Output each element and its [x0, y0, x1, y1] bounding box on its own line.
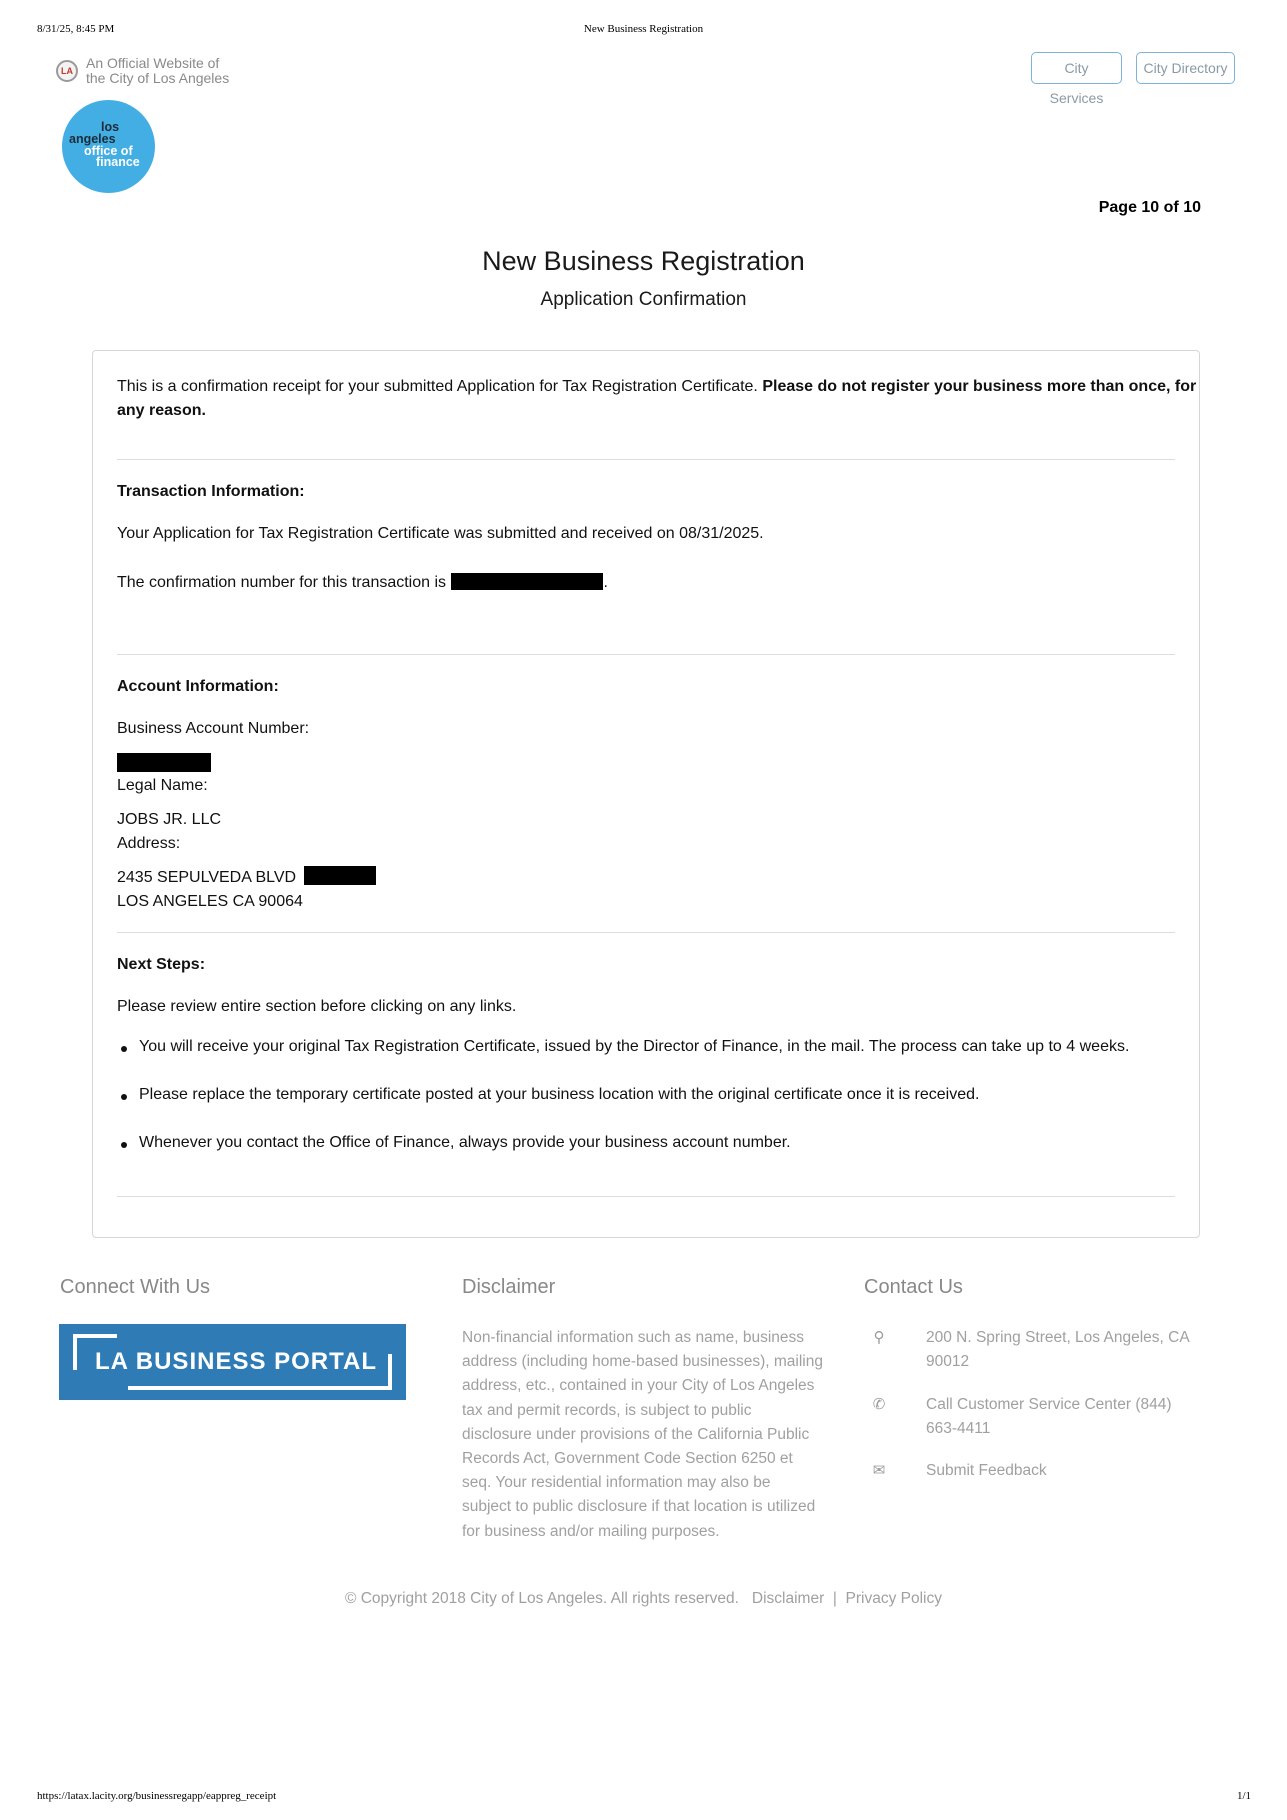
disclaimer-link[interactable]: Disclaimer [751, 1590, 825, 1607]
disclaimer-line: subject to public disclosure if that location is utilized [462, 1498, 816, 1516]
intro-warning-continued: any reason. [117, 402, 206, 419]
address-line-2: LOS ANGELES CA 90064 [117, 893, 303, 910]
office-of-finance-logo[interactable] [62, 100, 155, 193]
city-directory-button[interactable]: City Directory [1136, 52, 1235, 84]
divider [117, 459, 1175, 460]
disclaimer-line: for business and/or mailing purposes. [462, 1522, 720, 1540]
account-number-redacted [117, 753, 211, 772]
connect-heading: Connect With Us [60, 1276, 211, 1298]
copyright-bar [0, 1590, 1287, 1608]
disclaimer-line: Records Act, Government Code Section 6250 et [462, 1450, 793, 1468]
official-website-text [86, 56, 229, 86]
page-indicator: Page 10 of 10 [1098, 199, 1201, 216]
submit-feedback-link[interactable]: Submit Feedback [926, 1462, 1047, 1479]
address-line-1-text: 2435 SEPULVEDA BLVD [117, 869, 297, 886]
confirmation-prefix: The confirmation number for this transaction is [117, 574, 447, 591]
disclaimer-heading: Disclaimer [462, 1276, 556, 1298]
address-line-1 [117, 866, 376, 890]
divider [117, 1196, 1175, 1197]
legal-name-value: JOBS JR. LLC [117, 811, 222, 828]
contact-phone-line-2: 663-4411 [926, 1420, 991, 1437]
contact-address [926, 1326, 1190, 1374]
confirmation-line [117, 571, 608, 595]
contact-address-line-1: 200 N. Spring Street, Los Angeles, CA [926, 1329, 1190, 1346]
map-marker-icon: ⚲ [873, 1329, 885, 1346]
confirmation-suffix: . [603, 574, 608, 591]
print-datetime: 8/31/25, 8:45 PM [37, 23, 115, 35]
phone-icon: ✆ [872, 1396, 886, 1413]
next-step-item: You will receive your original Tax Registration Certificate, issued by the Director of Finance, in the mail. The process can take up to 4 weeks. [139, 1038, 1130, 1055]
intro-paragraph [117, 375, 1196, 399]
account-heading: Account Information: [117, 678, 279, 695]
contact-phone-line-1: Call Customer Service Center (844) [926, 1396, 1172, 1413]
logo-text-finance: finance [96, 155, 140, 169]
intro-text: This is a confirmation receipt for your submitted Application for Tax Registration Certificate. [117, 378, 758, 395]
official-line-1: An Official Website of [86, 55, 220, 71]
envelope-icon: ✉ [872, 1462, 886, 1479]
disclaimer-line: tax and permit records, is subject to public [462, 1401, 752, 1419]
confirmation-number-redacted [451, 573, 603, 590]
disclaimer-line: disclosure under provisions of the California Public [462, 1425, 810, 1443]
legal-name-label: Legal Name: [117, 777, 208, 794]
divider [117, 654, 1175, 655]
print-url: https://latax.lacity.org/businessregapp/eappreg_receipt [37, 1790, 277, 1802]
logo-text-office-of: office of [84, 144, 133, 158]
copyright-text: © Copyright 2018 City of Los Angeles. All rights reserved. [345, 1590, 739, 1607]
logo-text-angeles: angeles [69, 132, 116, 146]
contact-phone[interactable] [926, 1393, 1172, 1441]
next-step-item: Whenever you contact the Office of Finance, always provide your business account number. [139, 1134, 791, 1151]
next-steps-heading: Next Steps: [117, 956, 206, 973]
next-step-item: Please replace the temporary certificate posted at your business location with the original certificate once it is received. [139, 1086, 980, 1103]
intro-warning: Please do not register your business more than once, for [762, 378, 1197, 395]
disclaimer-line: seq. Your residential information may also be [462, 1474, 771, 1492]
page-subtitle: Application Confirmation [540, 289, 747, 310]
official-line-2: the City of Los Angeles [86, 70, 230, 86]
logo-text-los: los [101, 120, 120, 134]
official-website-banner[interactable] [56, 56, 229, 86]
la-business-portal-banner[interactable] [59, 1324, 406, 1400]
address-unit-redacted [304, 866, 376, 885]
confirmation-card [92, 350, 1200, 1238]
disclaimer-line: Non-financial information such as name, business [462, 1329, 805, 1346]
transaction-heading: Transaction Information: [117, 483, 305, 500]
disclaimer-line: address, etc., contained in your City of Los Angeles [462, 1377, 815, 1395]
address-label: Address: [117, 835, 181, 852]
city-services-button[interactable]: City Services [1031, 52, 1122, 84]
privacy-policy-link[interactable]: Privacy Policy [845, 1590, 942, 1607]
review-text: Please review entire section before clicking on any links. [117, 998, 517, 1015]
portal-label: LA BUSINESS PORTAL [95, 1348, 378, 1375]
page-title: New Business Registration [482, 246, 805, 276]
submitted-text: Your Application for Tax Registration Certificate was submitted and received on 08/31/2025. [117, 525, 764, 542]
divider [117, 932, 1175, 933]
print-page-count: 1/1 [1236, 1790, 1251, 1802]
contact-heading: Contact Us [864, 1276, 963, 1298]
city-seal-icon: LA [56, 60, 78, 82]
disclaimer-text [462, 1326, 834, 1544]
link-separator: | [832, 1590, 837, 1607]
account-number-label: Business Account Number: [117, 720, 310, 737]
print-page-title: New Business Registration [583, 23, 704, 35]
disclaimer-line: address (including home-based businesses), mailing [462, 1353, 823, 1371]
contact-address-line-2: 90012 [926, 1353, 970, 1370]
